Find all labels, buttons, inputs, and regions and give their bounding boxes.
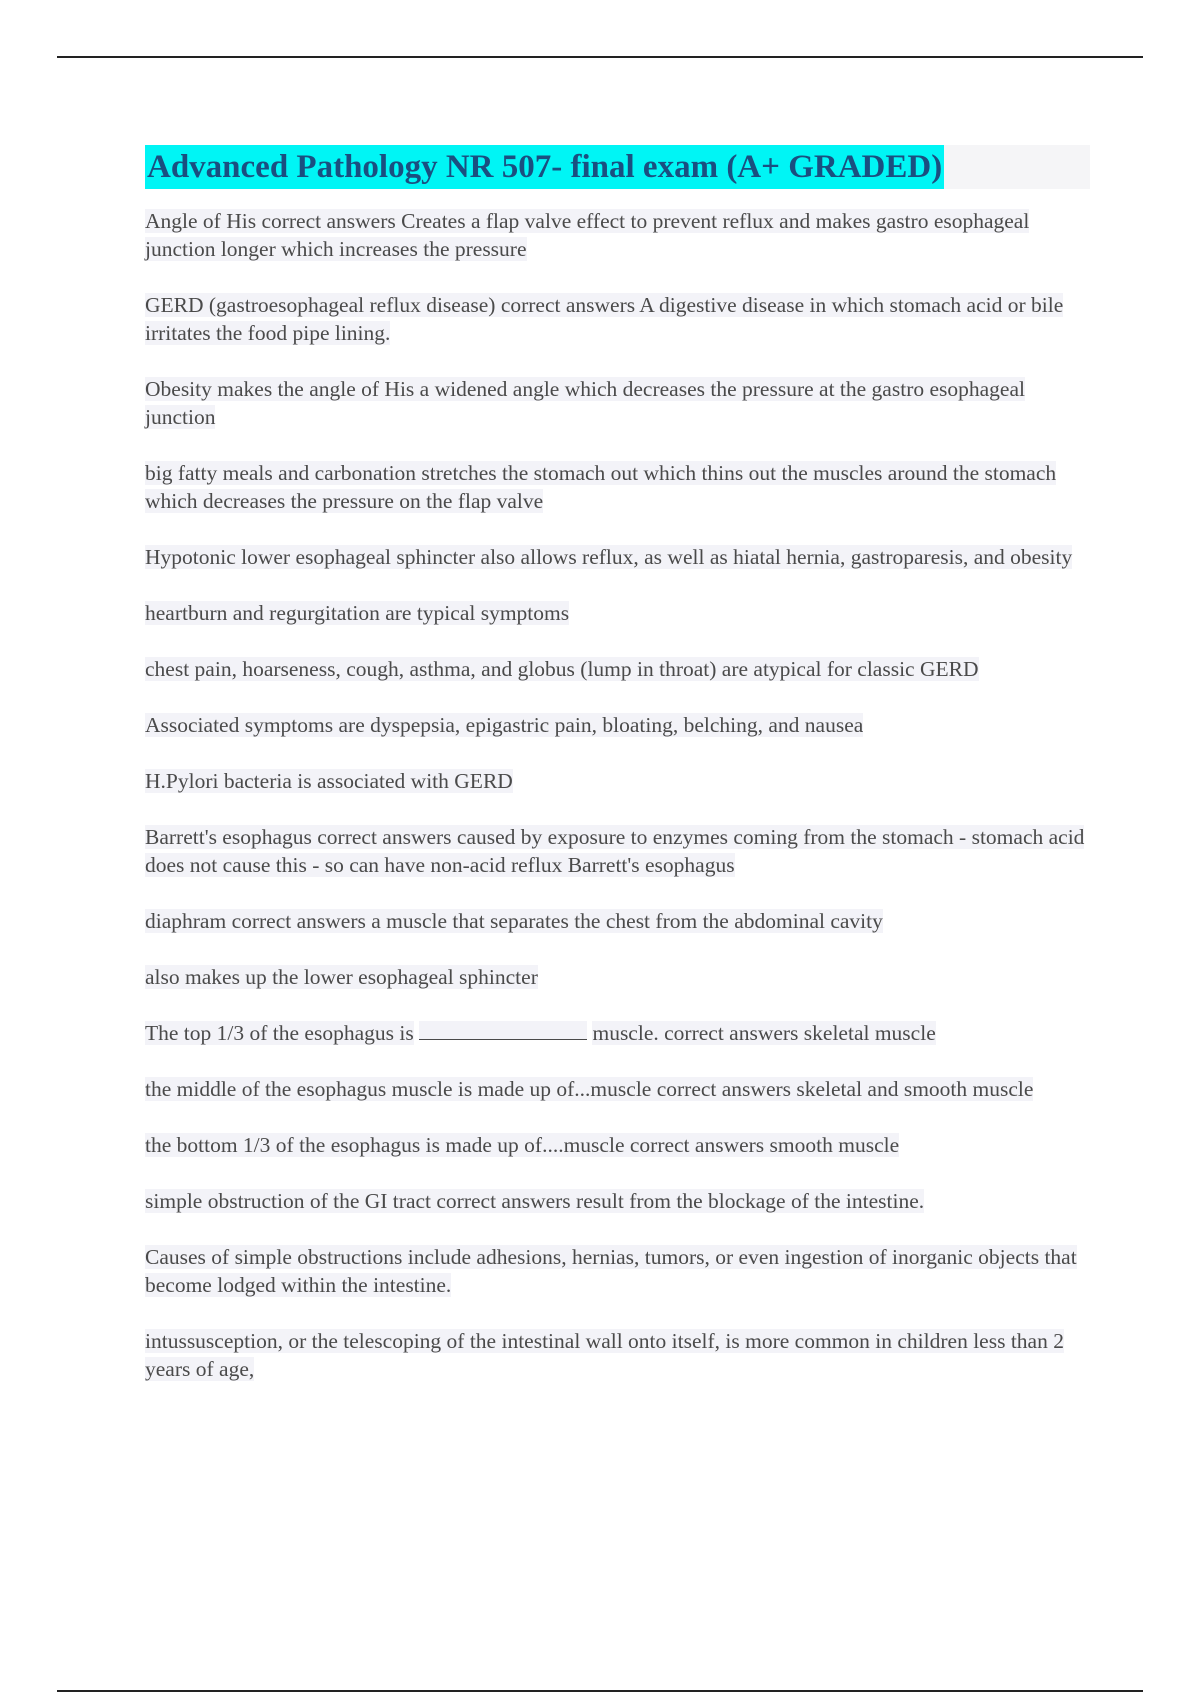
- note-entry: intussusception, or the telescoping of the intestinal wall onto itself, is more common in children less than 2 years of age,: [145, 1329, 1064, 1381]
- note-entry: Associated symptoms are dyspepsia, epigastric pain, bloating, belching, and nausea: [145, 713, 864, 737]
- note-entry: also makes up the lower esophageal sphincter: [145, 965, 538, 989]
- note-entry: chest pain, hoarseness, cough, asthma, and globus (lump in throat) are atypical for classic GERD: [145, 657, 979, 681]
- note-entry: the bottom 1/3 of the esophagus is made up of....muscle correct answers smooth muscle: [145, 1133, 900, 1157]
- note-entry: heartburn and regurgitation are typical symptoms: [145, 601, 570, 625]
- header-rule: [57, 56, 1143, 58]
- note-entry: Barrett's esophagus correct answers caused by exposure to enzymes coming from the stomach - stomach acid does not cause this - so can have non-acid reflux Barrett's esophagus: [145, 825, 1085, 877]
- blank-line: [419, 1021, 587, 1040]
- note-entry: Causes of simple obstructions include adhesions, hernias, tumors, or even ingestion of inorganic objects that become lodged within the intestine.: [145, 1245, 1077, 1297]
- note-entry: Angle of His correct answers Creates a flap valve effect to prevent reflux and makes gastro esophageal junction longer which increases the pressure: [145, 209, 1030, 261]
- note-entry: big fatty meals and carbonation stretches the stomach out which thins out the muscles around the stomach which decreases the pressure on the flap valve: [145, 461, 1057, 513]
- document-title: Advanced Pathology NR 507- final exam (A+ GRADED): [145, 145, 944, 189]
- fill-blank-suffix: muscle. correct answers skeletal muscle: [592, 1021, 936, 1045]
- title-row: [145, 145, 1090, 189]
- note-entry: the middle of the esophagus muscle is made up of...muscle correct answers skeletal and smooth muscle: [145, 1077, 1034, 1101]
- fill-blank-prefix: The top 1/3 of the esophagus is: [145, 1021, 414, 1045]
- note-entry: simple obstruction of the GI tract correct answers result from the blockage of the intestine.: [145, 1189, 925, 1213]
- document-body: [145, 145, 1090, 1411]
- note-entry: Obesity makes the angle of His a widened angle which decreases the pressure at the gastro esophageal junction: [145, 377, 1025, 429]
- note-entry: GERD (gastroesophageal reflux disease) correct answers A digestive disease in which stomach acid or bile irritates the food pipe lining.: [145, 293, 1064, 345]
- note-entry: H.Pylori bacteria is associated with GERD: [145, 769, 513, 793]
- footer-rule: [57, 1690, 1143, 1692]
- note-entry: Hypotonic lower esophageal sphincter also allows reflux, as well as hiatal hernia, gastroparesis, and obesity: [145, 545, 1073, 569]
- note-entry: diaphram correct answers a muscle that separates the chest from the abdominal cavity: [145, 909, 883, 933]
- fill-blank-entry: [145, 1019, 1090, 1047]
